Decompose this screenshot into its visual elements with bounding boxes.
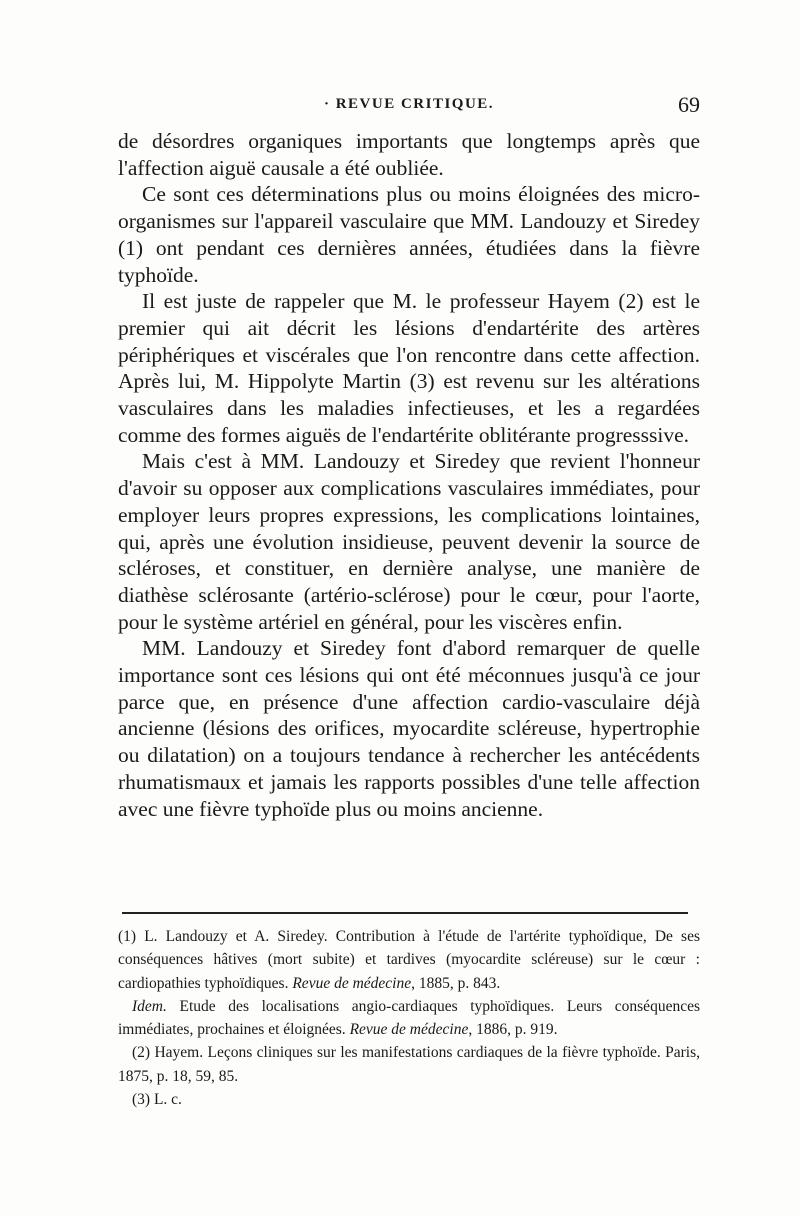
paragraph-5: MM. Landouzy et Siredey font d'abord remarquer de quelle importance sont ces lésions qui ont été méconnues jusqu'à ce jour parce que, en présence d'une affection cardio-vasculaire déjà ancienne (lésions des orifices, myocardite scléreuse, hypertrophie ou dilatation) on a toujours tendance à rechercher les antécédents rhumatismaux et jamais les rapports possibles d'une telle affection avec une fièvre typhoïde plus ou moins ancienne. bbox=[118, 636, 700, 821]
running-title: · REVUE CRITIQUE. bbox=[323, 96, 495, 112]
footnote-1b-tail: , 1886, p. 919. bbox=[468, 1021, 558, 1039]
paragraph-2: Ce sont ces déterminations plus ou moins éloignées des micro-organismes sur l'appareil vasculaire que MM. Landouzy et Siredey (1) ont pendant ces dernières années, étudiées dans la fièvre typhoïde. bbox=[118, 182, 700, 287]
footnote-2: (2) Hayem. Leçons cliniques sur les manifestations cardiaques de la fièvre typhoïde. Paris, 1875, p. 18, 59, 85. bbox=[118, 1044, 700, 1085]
footnote-1b-idem: Idem. bbox=[132, 997, 167, 1015]
footnote-divider bbox=[122, 912, 688, 914]
footnote-1 bbox=[118, 925, 700, 995]
paragraph-1: de désordres organiques importants que longtemps après que l'affection aiguë causale a été oubliée. bbox=[118, 129, 700, 180]
running-head bbox=[118, 92, 700, 120]
footnote-3: (3) L. c. bbox=[132, 1091, 182, 1109]
footnote-1b bbox=[118, 995, 700, 1042]
page-number: 69 bbox=[678, 92, 700, 117]
main-text bbox=[118, 128, 700, 822]
footnotes bbox=[118, 925, 700, 1111]
footnote-1-tail: , 1885, p. 843. bbox=[411, 974, 501, 992]
footnote-1b-journal: Revue de médecine bbox=[349, 1021, 469, 1039]
footnote-1-journal: Revue de médecine bbox=[292, 974, 412, 992]
paragraph-3: Il est juste de rappeler que M. le professeur Hayem (2) est le premier qui ait décrit les lésions d'endartérite des artères périphériques et viscérales que l'on rencontre dans cette affection. Après lui, M. Hippolyte Martin (3) est revenu sur les altérations vasculaires dans les maladies infectieuses, et les a regardées comme des formes aiguës de l'endartérite oblitérante progresssive. bbox=[118, 289, 700, 447]
paragraph-4: Mais c'est à MM. Landouzy et Siredey que revient l'honneur d'avoir su opposer aux complications vasculaires immédiates, pour employer leurs propres expressions, les complications lointaines, qui, après une évolution insidieuse, peuvent devenir la source de scléroses, et constituer, en dernière analyse, une manière de diathèse sclérosante (artério-sclérose) pour le cœur, pour l'aorte, pour le système artériel en général, pour les viscères enfin. bbox=[118, 449, 700, 634]
footnote-1b-text: Etude des localisations angio-cardiaques typhoïdiques. Leurs conséquences immédiates, prochaines et éloignées. bbox=[118, 997, 700, 1039]
footnote-1-text: (1) L. Landouzy et A. Siredey. Contribution à l'étude de l'artérite typhoïdique, De ses conséquences hâtives (mort subite) et tardives (myocardite scléreuse) sur le cœur : cardiopathies typhoïdiques. bbox=[118, 928, 700, 992]
